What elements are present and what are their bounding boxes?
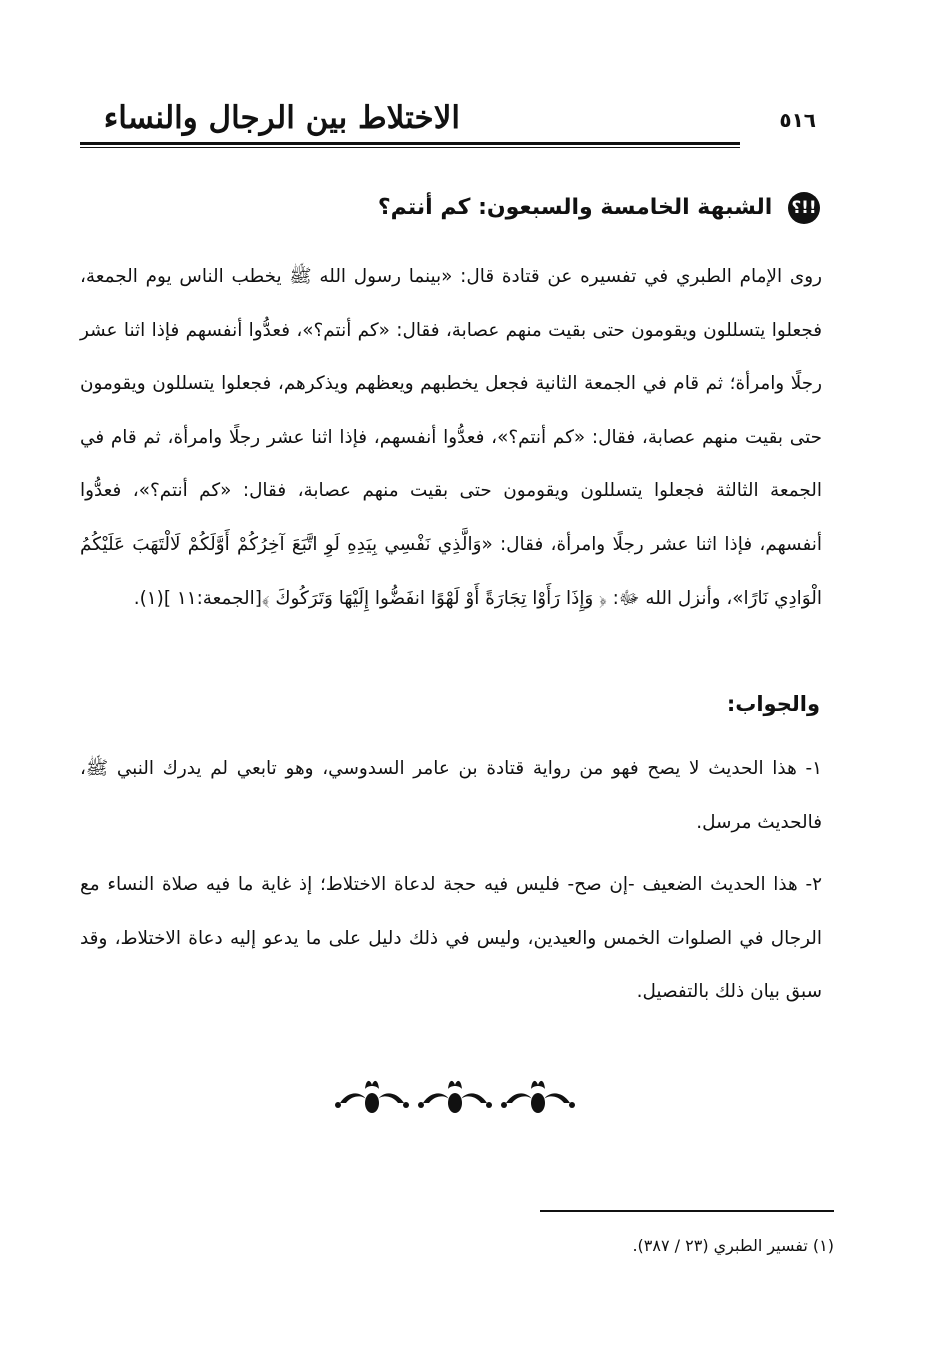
running-title: الاختلاط بين الرجال والنساء <box>103 100 460 136</box>
answer-point-2 <box>80 858 822 1019</box>
heading-badge-icon: !!؟ <box>788 192 820 224</box>
page-header <box>80 92 820 154</box>
header-rule-thin <box>80 147 740 148</box>
answer-point-2-text: ٢- هذا الحديث الضعيف -إن صح- فليس فيه حجة لدعاة الاختلاط؛ إذ غاية ما فيه صلاة النساء مع الرجال في الصلوات الخمس والعيدين، وليس في ذلك دليل على ما يدعو إليه دعاة الاختلاط، وقد سبق بيان ذلك بالتفصيل. <box>80 874 822 1003</box>
answer-point-1 <box>80 742 822 849</box>
page-number: ٥١٦ <box>779 108 816 132</box>
header-rule <box>80 142 740 145</box>
floral-divider-icon <box>330 1072 580 1122</box>
main-paragraph-text: روى الإمام الطبري في تفسيره عن قتادة قال: «بينما رسول الله ﷺ يخطب الناس يوم الجمعة، فجعلوا يتسللون ويقومون حتى بقيت منهم عصابة، فقال: «كم أنتم؟»، فعدُّوا أنفسهم فإذا اثنا عشر رجلًا وامرأة؛ ثم قام في الجمعة الثانية فجعل يخطبهم ويعظهم ويذكرهم، فجعلوا يتسللون ويقومون حتى بقيت منهم عصابة، فقال: «كم أنتم؟»، فعدُّوا أنفسهم، فإذا اثنا عشر رجلًا وامرأة، ثم قام في الجمعة الثالثة فجعلوا يتسللون ويقومون حتى بقيت منهم عصابة، فقال: «كم أنتم؟»، فعدُّوا أنفسهم، فإذا اثنا عشر رجلًا وامرأة، فقال: «وَالَّذِي نَفْسِي بِيَدِهِ لَوِ اتَّبَعَ آخِرُكُمْ أَوَّلَكُمْ لَالْتَهَبَ عَلَيْكُمُ الْوَادِي نَارًا»، وأنزل الله ﷻ: ﴿ وَإِذَا رَأَوْا تِجَارَةً أَوْ لَهْوًا انفَضُّوا إِلَيْهَا وَتَرَكُوكَ ﴾[الجمعة:١١ ](١). <box>80 266 822 609</box>
answer-title: والجواب: <box>726 692 820 716</box>
main-paragraph <box>80 250 822 625</box>
section-heading <box>90 186 820 230</box>
footnote: (١) تفسير الطبري (٢٣ / ٣٨٧). <box>632 1236 834 1255</box>
answer-point-1-text: ١- هذا الحديث لا يصح فهو من رواية قتادة بن عامر السدوسي، وهو تابعي لم يدرك النبي ﷺ، فالحديث مرسل. <box>80 758 822 833</box>
footnote-rule <box>540 1210 834 1212</box>
heading-title: الشبهة الخامسة والسبعون: كم أنتم؟ <box>377 195 773 220</box>
